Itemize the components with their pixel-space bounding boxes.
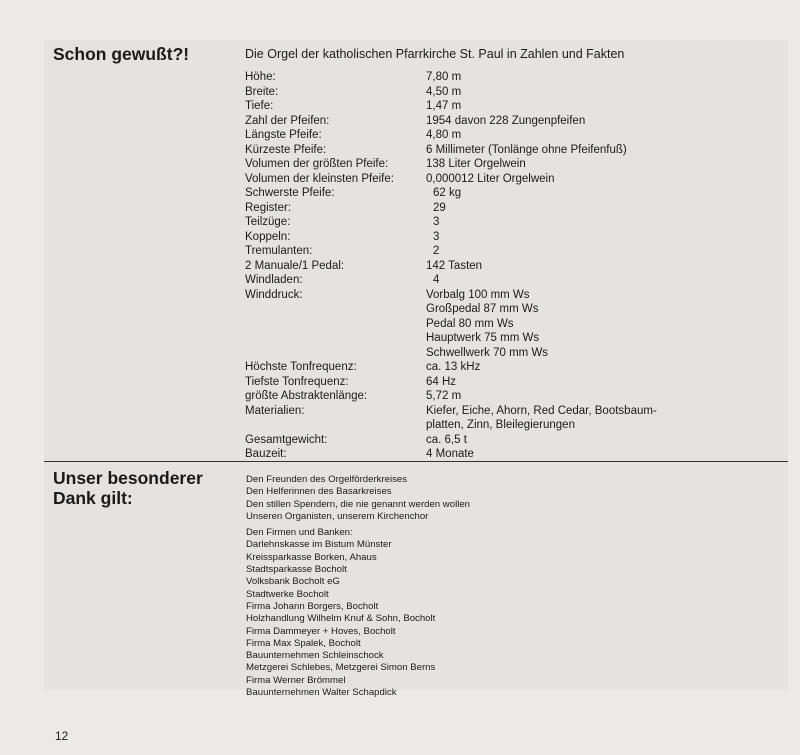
fact-value-line: ca. 13 kHz	[426, 361, 481, 373]
thanks-item: Firma Dammeyer + Hoves, Bocholt	[246, 625, 396, 637]
fact-value	[426, 230, 715, 245]
thanks-item: Firma Johann Borgers, Bocholt	[246, 600, 379, 612]
fact-value	[426, 273, 715, 288]
thanks-group-companies	[246, 527, 726, 699]
fact-label: 2 Manuale/1 Pedal:	[245, 259, 345, 272]
fact-value	[426, 172, 715, 187]
fact-value-line: Schwellwerk 70 mm Ws	[426, 346, 549, 359]
fact-value-line: 3	[433, 216, 440, 228]
fact-value	[426, 433, 715, 448]
fact-value	[426, 201, 715, 216]
fact-label: Zahl der Pfeifen:	[245, 114, 330, 127]
section-heading-thanks	[53, 468, 233, 508]
fact-value	[426, 288, 715, 361]
fact-value-line: 6 Millimeter (Tonlänge ohne Pfeifenfuß)	[426, 143, 627, 156]
thanks-item: Metzgerei Schlebes, Metzgerei Simon Berns	[246, 662, 436, 674]
fact-value-line: 4	[433, 274, 440, 286]
fact-value	[426, 259, 715, 274]
fact-value-line: 4 Monate	[426, 448, 474, 460]
fact-row	[245, 404, 715, 433]
fact-value-line: 1,47 m	[426, 100, 462, 112]
fact-row	[245, 201, 715, 216]
thanks-item: Stadtsparkasse Bocholt	[246, 564, 347, 576]
fact-label: Materialien:	[245, 404, 305, 417]
fact-label: Winddruck:	[245, 288, 303, 301]
fact-row	[245, 389, 715, 404]
fact-value	[426, 143, 715, 158]
fact-value	[426, 215, 715, 230]
thanks-heading-line: Unser besonderer	[53, 468, 203, 488]
fact-value	[426, 375, 715, 390]
thanks-item: Bauunternehmen Schleinschock	[246, 650, 384, 662]
fact-label: größte Abstraktenlänge:	[245, 390, 368, 402]
fact-value-line: Kiefer, Eiche, Ahorn, Red Cedar, Bootsbaum-	[426, 404, 657, 417]
fact-row	[245, 259, 715, 274]
fact-value	[426, 186, 715, 201]
fact-value-line: 142 Tasten	[426, 259, 483, 272]
fact-value-line: platten, Zinn, Bleilegierungen	[426, 419, 575, 431]
fact-value	[426, 157, 715, 172]
fact-row	[245, 230, 715, 245]
thanks-item: Holzhandlung Wilhelm Knuf & Sohn, Bocholt	[246, 613, 436, 625]
fact-value-line: 2	[433, 245, 440, 257]
fact-label: Volumen der kleinsten Pfeife:	[245, 172, 394, 185]
thanks-list	[246, 474, 726, 699]
fact-label: Höhe:	[245, 71, 276, 83]
thanks-item: Darlehnskasse im Bistum Münster	[246, 539, 392, 551]
fact-label: Breite:	[245, 85, 279, 98]
fact-value-line: Pedal 80 mm Ws	[426, 317, 514, 330]
fact-row	[245, 447, 715, 462]
fact-value	[426, 360, 715, 375]
fact-label: Längste Pfeife:	[245, 129, 322, 141]
facts-title: Die Orgel der katholischen Pfarrkirche St. Paul in Zahlen und Fakten	[245, 47, 625, 61]
fact-value-line: Großpedal 87 mm Ws	[426, 303, 539, 315]
fact-value-line: 1954 davon 228 Zungenpfeifen	[426, 114, 586, 127]
thanks-item: Volksbank Bocholt eG	[246, 576, 340, 588]
fact-row	[245, 375, 715, 390]
fact-value-line: 62 kg	[433, 187, 462, 199]
fact-row	[245, 186, 715, 201]
fact-value-line: 29	[433, 201, 446, 214]
fact-value-line: 0,000012 Liter Orgelwein	[426, 172, 555, 185]
thanks-item: Den stillen Spendern, die nie genannt werden wollen	[246, 498, 471, 510]
fact-value	[426, 404, 715, 433]
thanks-group-people	[246, 474, 726, 523]
fact-row	[245, 114, 715, 129]
thanks-item: Firma Werner Brömmel	[246, 674, 346, 686]
section-divider	[44, 461, 788, 462]
fact-value-line: ca. 6,5 t	[426, 433, 467, 446]
fact-value-line: Vorbalg 100 mm Ws	[426, 288, 530, 301]
thanks-item: Stadtwerke Bocholt	[246, 588, 329, 600]
fact-row	[245, 172, 715, 187]
fact-row	[245, 244, 715, 259]
fact-label: Tiefe:	[245, 100, 274, 112]
fact-row	[245, 433, 715, 448]
fact-value-line: 4,80 m	[426, 129, 462, 141]
fact-value	[426, 244, 715, 259]
fact-row	[245, 70, 715, 85]
thanks-item: Unseren Organisten, unserem Kirchenchor	[246, 510, 429, 522]
fact-label: Bauzeit:	[245, 448, 287, 460]
fact-value-line: 138 Liter Orgelwein	[426, 158, 526, 170]
fact-label: Volumen der größten Pfeife:	[245, 158, 389, 170]
fact-label: Teilzüge:	[245, 216, 291, 228]
facts-table	[245, 70, 715, 462]
fact-value-line: 64 Hz	[426, 375, 457, 388]
fact-row	[245, 143, 715, 158]
fact-label: Höchste Tonfrequenz:	[245, 361, 357, 373]
thanks-item: Den Freunden des Orgelförderkreises	[246, 474, 408, 485]
fact-row	[245, 288, 715, 361]
fact-label: Windladen:	[245, 274, 303, 286]
section-heading-facts: Schon gewußt?!	[53, 44, 190, 64]
fact-value	[426, 447, 715, 462]
fact-label: Register:	[245, 201, 292, 214]
fact-label: Tiefste Tonfrequenz:	[245, 375, 349, 388]
fact-row	[245, 85, 715, 100]
fact-value	[426, 99, 715, 114]
fact-value	[426, 70, 715, 85]
thanks-item: Bauunternehmen Walter Schapdick	[246, 687, 397, 699]
fact-row	[245, 215, 715, 230]
fact-value	[426, 389, 715, 404]
fact-row	[245, 128, 715, 143]
page-number: 12	[55, 729, 69, 743]
thanks-item: Firma Max Spalek, Bocholt	[246, 637, 361, 649]
fact-label: Tremulanten:	[245, 245, 313, 257]
thanks-item: Den Firmen und Banken:	[246, 527, 353, 539]
fact-value-line: 3	[433, 230, 440, 243]
fact-row	[245, 360, 715, 375]
fact-row	[245, 273, 715, 288]
fact-label: Schwerste Pfeife:	[245, 187, 335, 199]
fact-value-line: 4,50 m	[426, 85, 462, 98]
thanks-item: Kreissparkasse Borken, Ahaus	[246, 551, 377, 563]
fact-row	[245, 157, 715, 172]
fact-value	[426, 114, 715, 129]
fact-row	[245, 99, 715, 114]
fact-value-line: 5,72 m	[426, 390, 462, 402]
fact-value-line: 7,80 m	[426, 71, 462, 83]
fact-label: Gesamtgewicht:	[245, 433, 328, 446]
fact-label: Kürzeste Pfeife:	[245, 143, 327, 156]
thanks-item: Den Helferinnen des Basarkreises	[246, 486, 392, 498]
fact-label: Koppeln:	[245, 230, 291, 243]
fact-value	[426, 85, 715, 100]
fact-value-line: Hauptwerk 75 mm Ws	[426, 332, 540, 344]
thanks-heading-line: Dank gilt:	[53, 488, 133, 508]
fact-value	[426, 128, 715, 143]
